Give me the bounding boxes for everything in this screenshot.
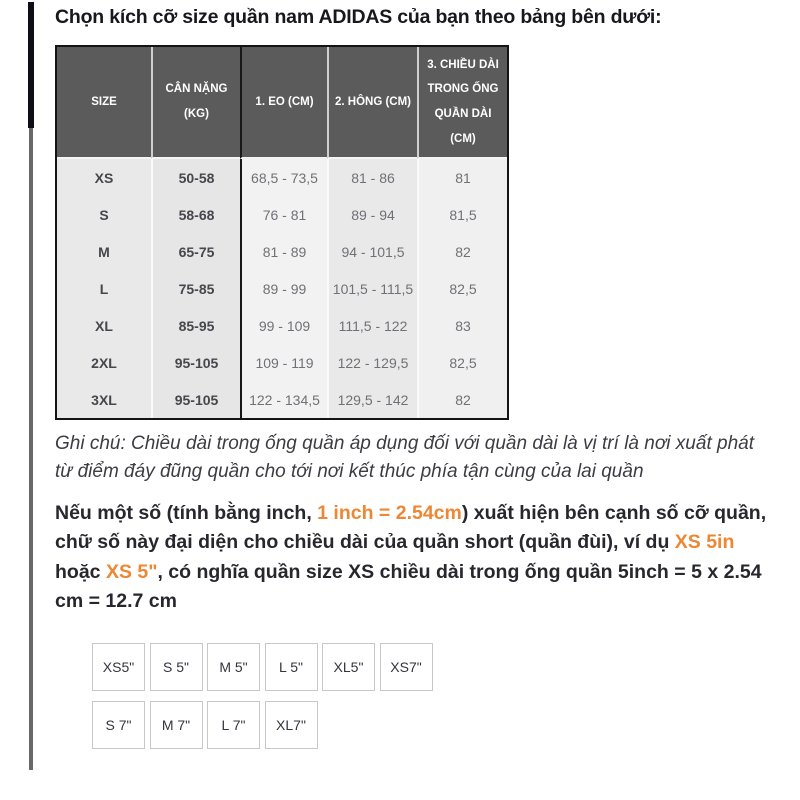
inch-explainer-text	[55, 499, 771, 616]
left-rule-gray-segment	[29, 128, 33, 770]
table-row	[57, 381, 507, 418]
cell-waist-cm: 99 - 109	[240, 307, 327, 344]
table-row	[57, 307, 507, 344]
size-option-button[interactable]: S 7"	[92, 701, 145, 749]
size-option-button[interactable]: M 5"	[207, 643, 260, 691]
cell-inseam-cm: 82	[417, 381, 507, 418]
cell-size: M	[57, 233, 151, 270]
cell-waist-cm: 68,5 - 73,5	[240, 159, 327, 196]
cell-weight-kg: 95-105	[151, 344, 240, 381]
cell-inseam-cm: 82	[417, 233, 507, 270]
cell-size: 3XL	[57, 381, 151, 418]
cell-size: XS	[57, 159, 151, 196]
cell-size: S	[57, 196, 151, 233]
table-row	[57, 344, 507, 381]
cell-hip-cm: 101,5 - 111,5	[327, 270, 417, 307]
cell-inseam-cm: 81,5	[417, 196, 507, 233]
cell-weight-kg: 95-105	[151, 381, 240, 418]
column-header-weight: CÂN NẶNG (KG)	[151, 47, 240, 159]
column-header-size: SIZE	[57, 47, 151, 159]
cell-weight-kg: 85-95	[151, 307, 240, 344]
cell-waist-cm: 89 - 99	[240, 270, 327, 307]
page-title: Chọn kích cỡ size quần nam ADIDAS của bạn theo bảng bên dưới:	[55, 6, 662, 28]
cell-waist-cm: 122 - 134,5	[240, 381, 327, 418]
size-option-button[interactable]: XS5"	[92, 643, 145, 691]
size-option-button[interactable]: L 5"	[265, 643, 318, 691]
cell-hip-cm: 81 - 86	[327, 159, 417, 196]
table-header-row	[57, 47, 507, 159]
cell-weight-kg: 65-75	[151, 233, 240, 270]
column-header-hip: 2. HÔNG (CM)	[327, 47, 417, 159]
size-option-button[interactable]: XL7"	[265, 701, 318, 749]
highlighted-conversion-text: XS 5in	[674, 531, 735, 554]
size-option-button[interactable]: M 7"	[150, 701, 203, 749]
size-option-button[interactable]: XS7"	[380, 643, 433, 691]
cell-hip-cm: 129,5 - 142	[327, 381, 417, 418]
cell-waist-cm: 81 - 89	[240, 233, 327, 270]
note-text: Ghi chú: Chiều dài trong ống quần áp dụng đối với quần dài là vị trí là nơi xuất phát từ điểm đáy đũng quần cho tới nơi kết thúc phía tận cùng của lai quần	[55, 433, 754, 483]
explainer-text: , có nghĩa quần size XS chiều dài trong ống quần 5inch = 5 x 2.54 cm = 12.7 cm	[55, 560, 762, 612]
size-option-button[interactable]: XL5"	[322, 643, 375, 691]
left-rule-dark-segment	[28, 2, 34, 128]
column-header-inseam: 3. CHIỀU DÀI TRONG ỐNG QUẦN DÀI (CM)	[417, 47, 507, 159]
explainer-text: hoặc	[55, 560, 106, 583]
table-row	[57, 270, 507, 307]
cell-size: XL	[57, 307, 151, 344]
size-option-button[interactable]: L 7"	[207, 701, 260, 749]
explainer-text: Nếu một số (tính bằng inch,	[55, 502, 318, 525]
cell-waist-cm: 76 - 81	[240, 196, 327, 233]
highlighted-conversion-text: 1 inch = 2.54cm	[317, 502, 462, 525]
cell-weight-kg: 75-85	[151, 270, 240, 307]
cell-hip-cm: 94 - 101,5	[327, 233, 417, 270]
cell-weight-kg: 58-68	[151, 196, 240, 233]
cell-waist-cm: 109 - 119	[240, 344, 327, 381]
cell-weight-kg: 50-58	[151, 159, 240, 196]
cell-hip-cm: 122 - 129,5	[327, 344, 417, 381]
cell-size: 2XL	[57, 344, 151, 381]
size-chart-table	[55, 45, 509, 420]
cell-inseam-cm: 82,5	[417, 344, 507, 381]
table-row	[57, 196, 507, 233]
table-row	[57, 233, 507, 270]
cell-hip-cm: 89 - 94	[327, 196, 417, 233]
cell-inseam-cm: 81	[417, 159, 507, 196]
cell-inseam-cm: 83	[417, 307, 507, 344]
cell-hip-cm: 111,5 - 122	[327, 307, 417, 344]
column-header-waist: 1. EO (CM)	[240, 47, 327, 159]
size-option-list	[92, 643, 437, 749]
size-option-button[interactable]: S 5"	[150, 643, 203, 691]
size-guide-page	[55, 6, 780, 749]
cell-inseam-cm: 82,5	[417, 270, 507, 307]
cell-size: L	[57, 270, 151, 307]
explainer-text: ) xuất hiện bên cạnh số cỡ quần, chữ số này đại diện cho chiều dài của quần short (quần đùi), ví dụ	[55, 502, 767, 554]
highlighted-conversion-text: XS 5"	[105, 560, 158, 583]
table-row	[57, 159, 507, 196]
